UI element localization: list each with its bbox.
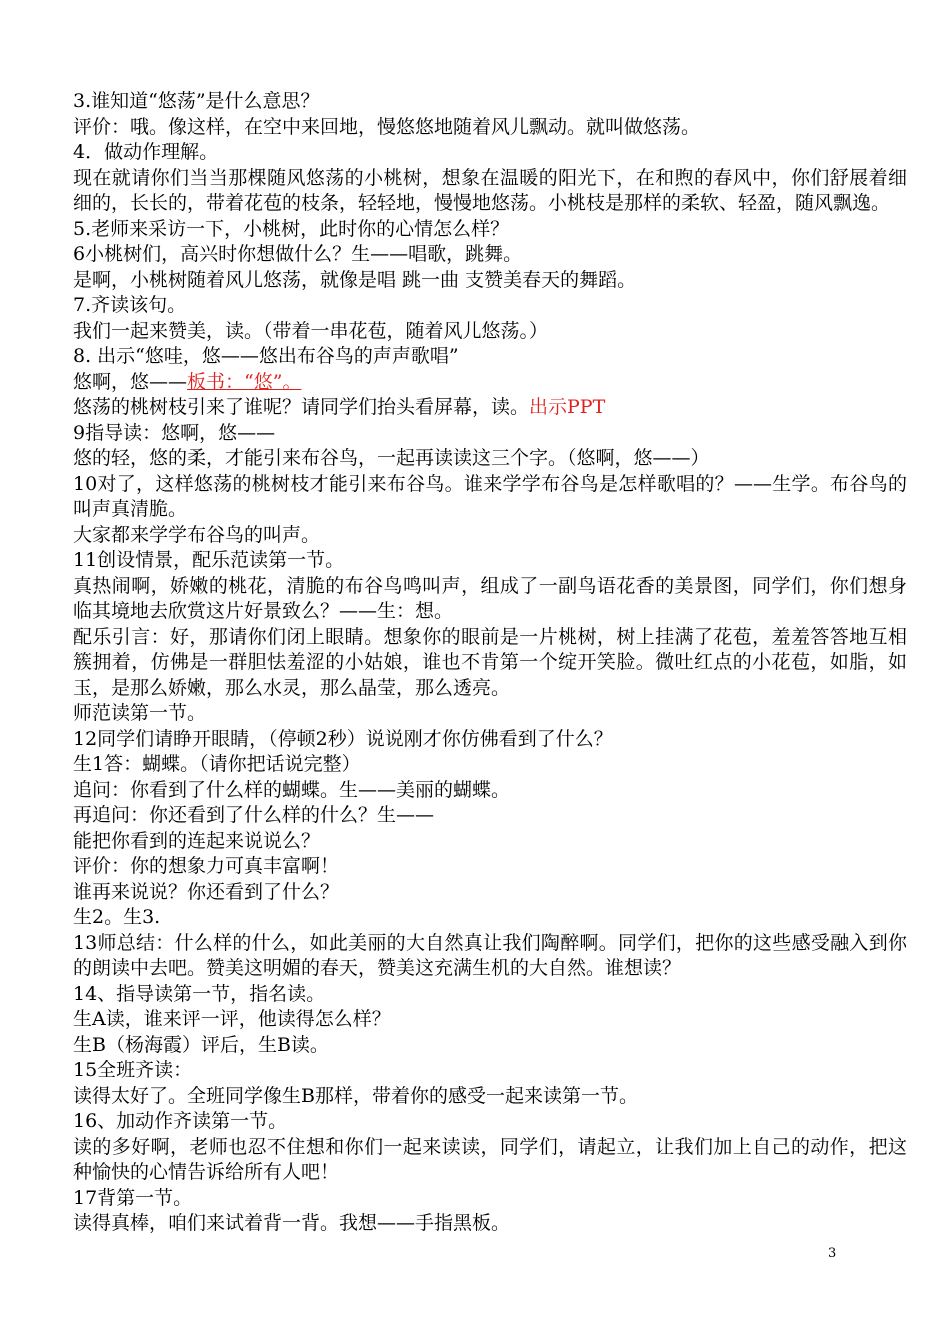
paragraph [73, 268, 907, 294]
paragraph-text: 10对了，这样悠荡的桃树枝才能引来布谷鸟。谁来学学布谷鸟是怎样歌唱的？——生学。布谷鸟的叫声真清脆。 [73, 472, 907, 520]
paragraph [73, 166, 907, 217]
paragraph-text: 悠啊，悠—— [73, 370, 188, 393]
paragraph-text: 读得太好了。全班同学像生B那样，带着你的感受一起来读第一节。 [73, 1084, 638, 1107]
paragraph-text: 配乐引言：好，那请你们闭上眼睛。想象你的眼前是一片桃树，树上挂满了花苞，羞羞答答地互相簇拥着，仿佛是一群胆怯羞涩的小姑娘，谁也不肯第一个绽开笑脸。微吐红点的小花苞，如脂，如玉，是那么娇嫩，那么水灵，那么晶莹，那么透亮。 [73, 625, 907, 699]
paragraph [73, 1211, 907, 1237]
paragraph-text: 6小桃树们，高兴时你想做什么？生——唱歌，跳舞。 [73, 243, 523, 265]
paragraph-text: 真热闹啊，娇嫩的桃花，清脆的布谷鸟鸣叫声，组成了一副鸟语花香的美景图，同学们，你们想身临其境地去欣赏这片好景致么？——生：想。 [73, 574, 907, 622]
paragraph-text: 我们一起来赞美，读。（带着一串花苞，随着风儿悠荡。） [73, 319, 549, 342]
paragraph [73, 395, 907, 421]
paragraph [73, 727, 907, 753]
paragraph [73, 370, 907, 396]
blackboard-note: 板书：“悠”。 [187, 370, 302, 393]
paragraph [73, 1186, 907, 1212]
paragraph-text: 13师总结：什么样的什么，如此美丽的大自然真让我们陶醉啊。同学们，把你的这些感受融入到你的朗读中去吧。赞美这明媚的春天，赞美这充满生机的大自然。谁想读？ [73, 931, 907, 979]
paragraph-text: 3.谁知道“悠荡”是什么意思？ [73, 90, 320, 112]
paragraph-text: 谁再来说说？你还看到了什么？ [73, 880, 340, 903]
paragraph [73, 140, 907, 166]
paragraph-text: 11创设情景，配乐范读第一节。 [73, 549, 345, 571]
paragraph [73, 217, 907, 243]
paragraph-text: 生1答：蝴蝶。（请你把话说完整） [73, 753, 361, 775]
paragraph [73, 625, 907, 702]
paragraph [73, 548, 907, 574]
paragraph-text: 大家都来学学布谷鸟的叫声。 [73, 523, 321, 546]
paragraph [73, 293, 907, 319]
ppt-note: 出示PPT [529, 396, 606, 418]
paragraph [73, 115, 907, 141]
paragraph [73, 1109, 907, 1135]
paragraph-text: 14、指导读第一节，指名读。 [73, 982, 326, 1005]
paragraph-text: 读的多好啊，老师也忍不住想和你们一起来读读，同学们，请起立，让我们加上自己的动作，把这种愉快的心情告诉给所有人吧！ [73, 1135, 907, 1183]
paragraph [73, 421, 907, 447]
paragraph-text: 8. 出示“悠哇，悠——悠出布谷鸟的声声歌唱” [73, 345, 459, 367]
paragraph [73, 1135, 907, 1186]
paragraph [73, 472, 907, 523]
paragraph-text: 17背第一节。 [73, 1186, 193, 1209]
paragraph-text: 悠荡的桃树枝引来了谁呢？请同学们抬头看屏幕，读。 [73, 396, 530, 418]
paragraph-text: 师范读第一节。 [73, 702, 207, 724]
paragraph-text: 评价：哦。像这样，在空中来回地，慢悠悠地随着风儿飘动。就叫做悠荡。 [73, 115, 701, 138]
paragraph-text: 生B（杨海霞）评后，生B读。 [73, 1033, 329, 1056]
paragraph [73, 701, 907, 727]
paragraph [73, 446, 907, 472]
paragraph [73, 778, 907, 804]
paragraph-text: 16、加动作齐读第一节。 [73, 1110, 288, 1132]
paragraph-text: 读得真棒，咱们来试着背一背。我想——手指黑板。 [73, 1212, 511, 1234]
paragraph [73, 89, 907, 115]
paragraph [73, 319, 907, 345]
paragraph-text: 再追问：你还看到了什么样的什么？生—— [73, 804, 435, 826]
paragraph-text: 4．做动作理解。 [73, 141, 219, 163]
paragraph [73, 982, 907, 1008]
paragraph-text: 现在就请你们当当那棵随风悠荡的小桃树，想象在温暖的阳光下，在和煦的春风中，你们舒展着细细的，长长的，带着花苞的枝条，轻轻地，慢慢地悠荡。小桃枝是那样的柔软、轻盈，随风飘逸。 [73, 166, 907, 214]
paragraph [73, 1007, 907, 1033]
document-body [73, 89, 907, 1237]
paragraph [73, 574, 907, 625]
paragraph-text: 追问：你看到了什么样的蝴蝶。生——美丽的蝴蝶。 [73, 778, 511, 801]
paragraph [73, 242, 907, 268]
paragraph-text: 是啊，小桃树随着风儿悠荡，就像是唱 跳一曲 支赞美春天的舞蹈。 [73, 268, 637, 291]
paragraph [73, 905, 907, 931]
paragraph [73, 880, 907, 906]
page-number: 3 [828, 1246, 837, 1261]
paragraph-text: 9指导读：悠啊，悠—— [73, 421, 276, 444]
paragraph-text: 悠的轻，悠的柔，才能引来布谷鸟，一起再读读这三个字。（悠啊，悠——） [73, 447, 710, 469]
paragraph-text: 能把你看到的连起来说说么？ [73, 829, 321, 852]
paragraph-text: 生A读，谁来评一评，他读得怎么样？ [73, 1008, 391, 1030]
paragraph-text: 12同学们请睁开眼睛，（停顿2秒）说说刚才你仿佛看到了什么？ [73, 727, 613, 750]
paragraph [73, 931, 907, 982]
paragraph [73, 523, 907, 549]
paragraph [73, 1058, 907, 1084]
paragraph [73, 1033, 907, 1059]
paragraph [73, 803, 907, 829]
paragraph [73, 829, 907, 855]
paragraph [73, 752, 907, 778]
paragraph [73, 1084, 907, 1110]
paragraph-text: 生2。生3. [73, 906, 161, 928]
paragraph [73, 344, 907, 370]
paragraph [73, 854, 907, 880]
paragraph-text: 评价：你的想象力可真丰富啊！ [73, 855, 340, 877]
paragraph-text: 7.齐读该句。 [73, 294, 187, 316]
paragraph-text: 5.老师来采访一下，小桃树，此时你的心情怎么样？ [73, 217, 510, 240]
paragraph-text: 15全班齐读： [73, 1059, 193, 1081]
